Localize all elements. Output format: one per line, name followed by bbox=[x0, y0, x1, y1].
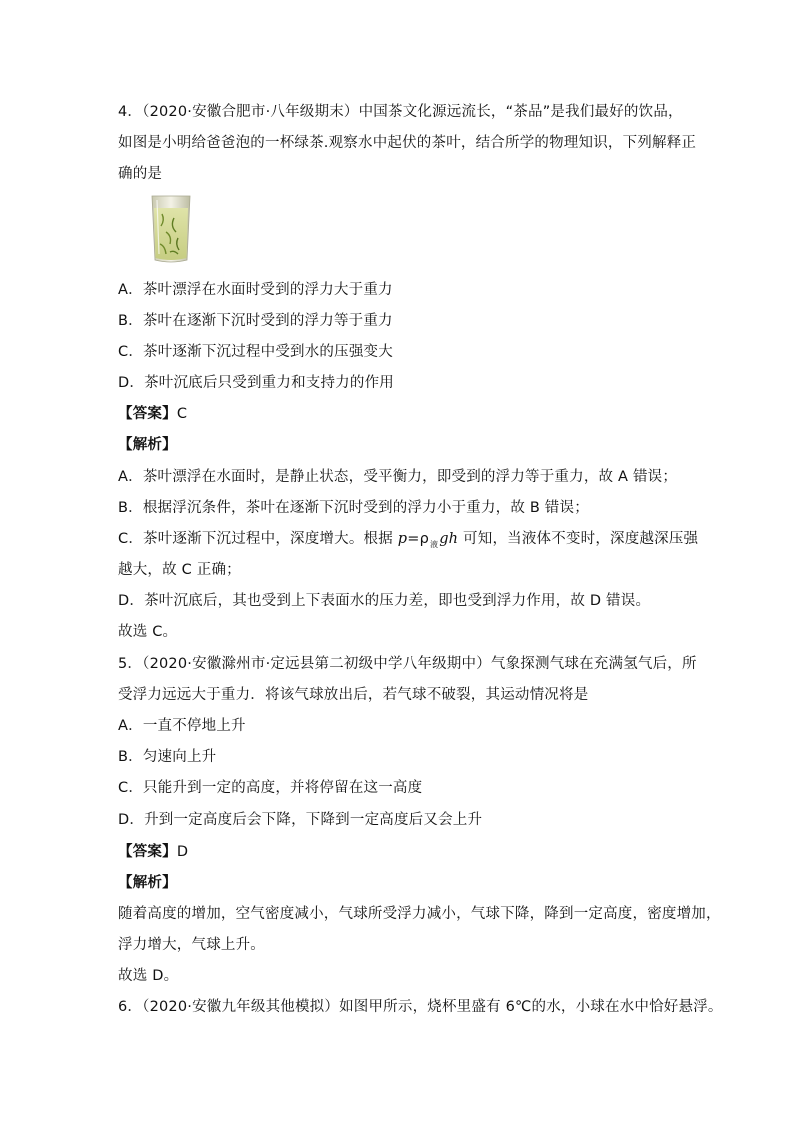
q4-analysis-d: D．茶叶沉底后，其也受到上下表面水的压力差，即也受到浮力作用，故 D 错误。 bbox=[118, 593, 651, 609]
q6-stem-line1: 6．（2020·安徽九年级其他模拟）如图甲所示，烧杯里盛有 6℃的水，小球在水中恰好悬浮。 bbox=[118, 999, 723, 1015]
q4-stem-line1: 4．（2020·安徽合肥市·八年级期末）中国茶文化源远流长，“茶品”是我们最好的饮品， bbox=[118, 104, 683, 120]
green-tea-glass-image bbox=[148, 194, 194, 264]
q5-analysis-label: 【解析】 bbox=[118, 875, 177, 891]
q5-analysis-line1: 随着高度的增加，空气密度减小，气球所受浮力减小，气球下降，降到一定高度，密度增加， bbox=[118, 906, 721, 922]
q5-analysis-line2: 浮力增大，气球上升。 bbox=[118, 937, 265, 953]
q4-analysis-c-line2: 越大，故 C 正确； bbox=[118, 562, 241, 578]
q5-stem-line2: 受浮力远远大于重力．将该气球放出后，若气球不破裂，其运动情况将是 bbox=[118, 687, 589, 703]
q5-option-c: C．只能升到一定的高度，并将停留在这一高度 bbox=[118, 780, 423, 796]
q4-analysis-c bbox=[118, 529, 698, 551]
q4-analysis-b: B．根据浮沉条件，茶叶在逐渐下沉时受到的浮力小于重力，故 B 错误； bbox=[118, 500, 589, 516]
q4-stem-line2: 如图是小明给爸爸泡的一杯绿茶.观察水中起伏的茶叶，结合所学的物理知识，下列解释正 bbox=[118, 135, 697, 151]
q4-answer-value: C bbox=[176, 406, 188, 422]
q4-analysis-c-post: 可知，当液体不变时，深度越深压强 bbox=[463, 531, 699, 547]
q4-answer bbox=[118, 404, 187, 424]
q4-analysis-c-pre: C．茶叶逐渐下沉过程中，深度增大。根据 bbox=[118, 531, 393, 547]
q5-answer bbox=[118, 842, 188, 862]
q4-option-b: B．茶叶在逐渐下沉时受到的浮力等于重力 bbox=[118, 313, 393, 329]
q4-formula-sub: 液 bbox=[430, 540, 439, 549]
q5-option-d: D．升到一定高度后会下降，下降到一定高度后又会上升 bbox=[118, 812, 483, 828]
q4-analysis-a: A．茶叶漂浮在水面时，是静止状态，受平衡力，即受到的浮力等于重力，故 A 错误； bbox=[118, 469, 678, 485]
q4-stem-line3: 确的是 bbox=[118, 166, 163, 182]
q4-formula-eq: =ρ bbox=[407, 531, 429, 547]
q4-option-c: C．茶叶逐渐下沉过程中受到水的压强变大 bbox=[118, 344, 393, 360]
q5-option-b: B．匀速向上升 bbox=[118, 749, 217, 765]
q5-answer-value: D bbox=[176, 844, 189, 860]
q5-stem-line1: 5．（2020·安徽滁州市·定远县第二初级中学八年级期中）气象探测气球在充满氢气后，所 bbox=[118, 656, 697, 672]
q5-option-a: A．一直不停地上升 bbox=[118, 718, 246, 734]
q4-answer-label: 【答案】 bbox=[118, 406, 177, 422]
q5-conclusion: 故选 D。 bbox=[118, 968, 179, 984]
q4-formula-p: p bbox=[397, 531, 408, 547]
q4-analysis-label: 【解析】 bbox=[118, 437, 177, 453]
q4-formula-gh: gh bbox=[439, 531, 459, 547]
q5-answer-label: 【答案】 bbox=[118, 844, 177, 860]
q4-option-d: D．茶叶沉底后只受到重力和支持力的作用 bbox=[118, 375, 394, 391]
q4-option-a: A．茶叶漂浮在水面时受到的浮力大于重力 bbox=[118, 282, 393, 298]
q4-conclusion: 故选 C。 bbox=[118, 624, 178, 640]
